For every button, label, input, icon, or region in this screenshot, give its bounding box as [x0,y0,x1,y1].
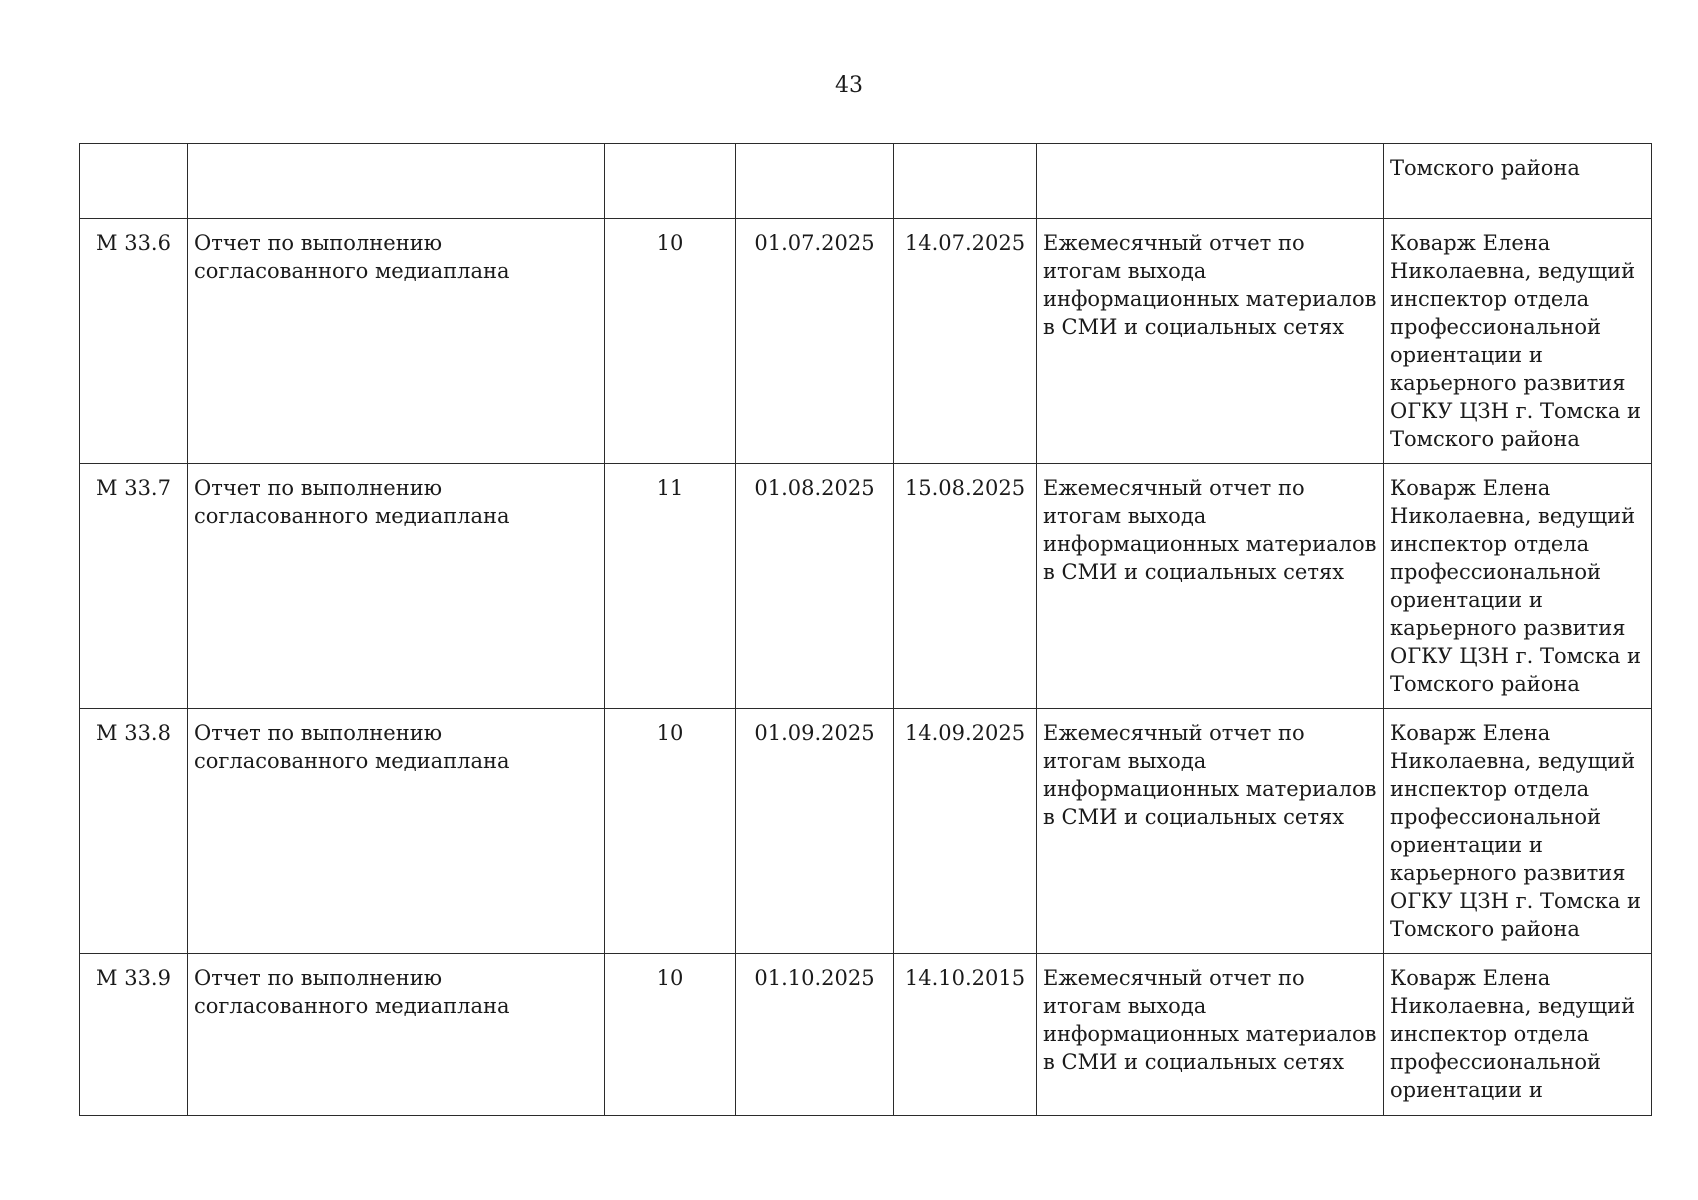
cell-number: 10 [605,709,736,954]
cell-start-date: 01.07.2025 [736,219,894,464]
cell-end-date: 14.07.2025 [894,219,1037,464]
table-row [80,954,1652,1116]
cell-number [605,144,736,219]
cell-name: Отчет по выполнению согласованного медиаплана [188,219,605,464]
cell-name: Отчет по выполнению согласованного медиаплана [188,709,605,954]
cell-result: Ежемесячный отчет по итогам выхода информационных материалов в СМИ и социальных сетях [1037,464,1384,709]
cell-result: Ежемесячный отчет по итогам выхода информационных материалов в СМИ и социальных сетях [1037,954,1384,1116]
page-number: 43 [835,73,863,98]
media-plan-table [79,143,1652,1116]
cell-responsible: Коварж Елена Николаевна, ведущий инспектор отдела профессиональной ориентации и карьерного развития ОГКУ ЦЗН г. Томска и Томского района [1384,464,1652,709]
cell-number: 10 [605,219,736,464]
cell-code: М 33.8 [80,709,188,954]
cell-responsible: Коварж Елена Николаевна, ведущий инспектор отдела профессиональной ориентации и карьерного развития ОГКУ ЦЗН г. Томска и Томского района [1384,219,1652,464]
cell-name: Отчет по выполнению согласованного медиаплана [188,954,605,1116]
cell-code: М 33.6 [80,219,188,464]
cell-responsible: Томского района [1384,144,1652,219]
table-row-continuation [80,144,1652,219]
table-row [80,464,1652,709]
cell-end-date: 15.08.2025 [894,464,1037,709]
table-row [80,709,1652,954]
cell-name [188,144,605,219]
cell-name: Отчет по выполнению согласованного медиаплана [188,464,605,709]
cell-responsible: Коварж Елена Николаевна, ведущий инспектор отдела профессиональной ориентации и карьерного развития ОГКУ ЦЗН г. Томска и Томского района [1384,709,1652,954]
cell-end-date: 14.09.2025 [894,709,1037,954]
cell-code: М 33.7 [80,464,188,709]
cell-start-date: 01.10.2025 [736,954,894,1116]
cell-result: Ежемесячный отчет по итогам выхода информационных материалов в СМИ и социальных сетях [1037,709,1384,954]
cell-start-date: 01.08.2025 [736,464,894,709]
cell-result [1037,144,1384,219]
cell-end-date [894,144,1037,219]
cell-start-date [736,144,894,219]
cell-responsible: Коварж Елена Николаевна, ведущий инспектор отдела профессиональной ориентации и [1384,954,1652,1116]
table-row [80,219,1652,464]
cell-number: 11 [605,464,736,709]
cell-result: Ежемесячный отчет по итогам выхода информационных материалов в СМИ и социальных сетях [1037,219,1384,464]
cell-start-date: 01.09.2025 [736,709,894,954]
cell-code [80,144,188,219]
cell-number: 10 [605,954,736,1116]
cell-end-date: 14.10.2015 [894,954,1037,1116]
cell-code: М 33.9 [80,954,188,1116]
